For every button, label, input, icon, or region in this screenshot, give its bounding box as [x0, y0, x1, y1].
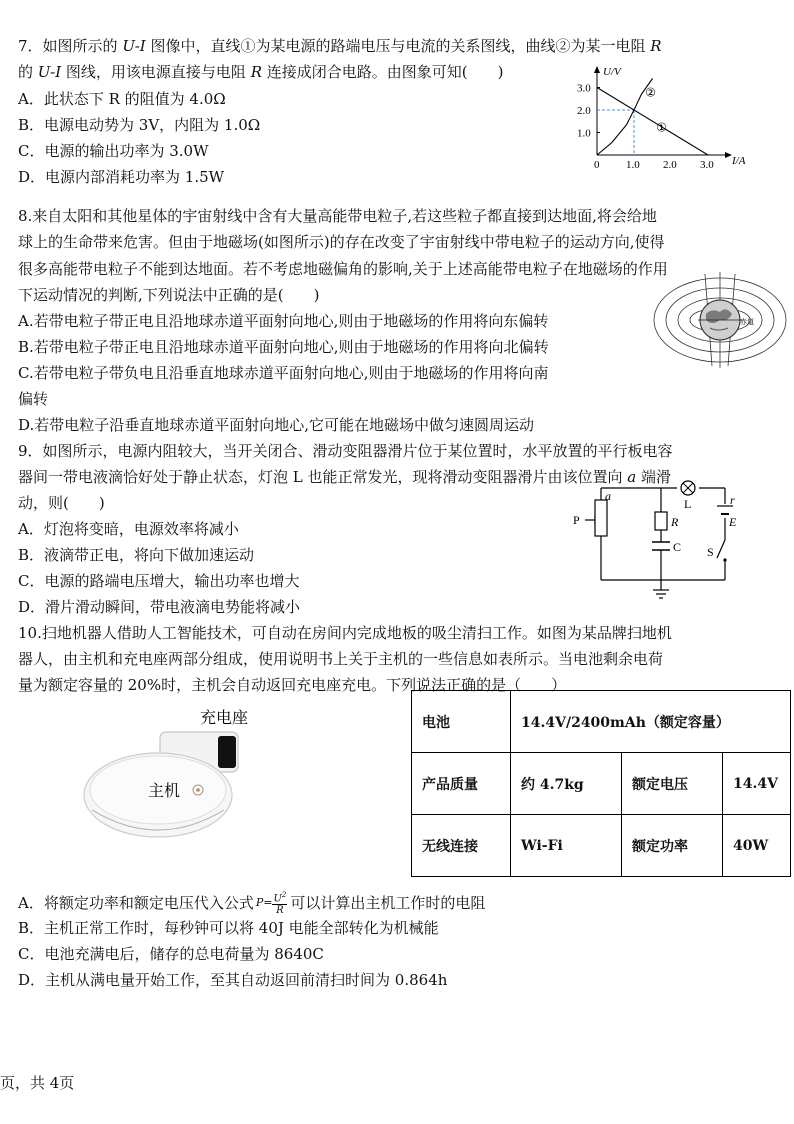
spec-cell-power-value: 40W: [723, 815, 791, 877]
q8-stem-line3: 很多高能带电粒子不能到达地面。若不考虑地磁偏角的影响,关于上述高能带电粒子在地磁场的作用: [18, 260, 668, 278]
power-formula-fraction: $\frac{U^2}{R}$: [273, 891, 287, 917]
spec-cell-mass-label: 产品质量: [412, 753, 511, 815]
q8-option-b: B.若带电粒子带正电且沿地球赤道平面射向地心,则由于地磁场的作用将向北偏转: [18, 338, 549, 356]
q9-stem-line1: 9．如图所示，电源内阻较大，当开关闭合、滑动变阻器滑片位于某位置时，水平放置的平行板电容: [18, 442, 673, 460]
spec-cell-power-label: 额定功率: [622, 815, 723, 877]
circuit-diagram: [565, 478, 765, 608]
spec-cell-battery-value: 14.4V/2400mAh（额定容量）: [511, 691, 791, 753]
y-axis-label: U/V: [603, 66, 621, 78]
spec-table: [411, 690, 791, 877]
q10-option-a: A．将额定功率和额定电压代入公式 P = $\frac{U^2}{R}$ 可以计算出主机工作时的电阻: [18, 891, 486, 917]
robot-vacuum-photo: [80, 700, 250, 845]
q9-stem-line2: 器间一带电液滴恰好处于静止状态，灯泡 L 也能正常发光，现将滑动变阻器滑片由该位置向 a 端滑: [18, 468, 672, 486]
host-label: 主机: [148, 781, 181, 800]
geomagnetic-field-figure: [650, 270, 790, 370]
spec-cell-voltage-label: 额定电压: [622, 753, 723, 815]
x-axis-arrow: [725, 152, 732, 158]
label-P: P: [573, 513, 580, 527]
x-tick-label: 3.0: [700, 159, 714, 171]
spec-cell-wireless-label: 无线连接: [412, 815, 511, 877]
y-tick-label: 1.0: [577, 127, 591, 140]
spec-cell-battery-label: 电池: [412, 691, 511, 753]
spec-cell-mass-value: 约 4.7kg: [511, 753, 622, 815]
q7-stem-line1: 7．如图所示的 U-I 图像中，直线①为某电源的路端电压与电流的关系图线，曲线②为某一电阻 R: [18, 37, 662, 55]
q9-option-b: B．液滴带正电，将向下做加速运动: [18, 546, 255, 564]
q7-option-d: D．电源内部消耗功率为 1.5W: [18, 168, 225, 186]
y-axis-arrow: [594, 66, 600, 73]
page-footer: 页，共 4页: [0, 1074, 75, 1092]
label-L: L: [684, 497, 692, 511]
label-R: R: [671, 515, 679, 529]
equator-label: 赤道: [740, 318, 754, 326]
rheostat-resistor: [595, 500, 607, 536]
label-C: C: [673, 540, 682, 554]
spec-cell-wireless-value: Wi-Fi: [511, 815, 622, 877]
ui-graph: [560, 58, 760, 178]
x-axis-label: I/A: [732, 155, 746, 167]
q8-stem-line4: 下运动情况的判断,下列说法中正确的是( ): [18, 286, 320, 304]
q7-option-c: C．电源的输出功率为 3.0W: [18, 142, 209, 160]
label-E: E: [729, 515, 737, 529]
x-tick-label: 2.0: [663, 159, 677, 171]
series-label-2: ②: [645, 85, 656, 100]
dock-label: 充电座: [200, 708, 249, 727]
q7-stem-line2: 的 U-I 图线，用该电源直接与电阻 R 连接成闭合电路。由图象可知( ): [18, 63, 504, 81]
q10-option-b: B．主机正常工作时，每秒钟可以将 40J 电能全部转化为机械能: [18, 919, 439, 937]
q9-option-d: D．滑片滑动瞬间，带电液滴电势能将减小: [18, 598, 301, 616]
x-tick-label: 1.0: [626, 159, 640, 171]
series-label-1: ①: [656, 120, 667, 135]
q10-stem-line1: 10.扫地机器人借助人工智能技术，可自动在房间内完成地板的吸尘清扫工作。如图为某品牌扫地机: [18, 624, 672, 642]
q9-option-a: A．灯泡将变暗，电源效率将减小: [18, 520, 239, 538]
q10-stem-line3: 量为额定容量的 20%时，主机会自动返回充电座充电。下列说法正确的是（ ）: [18, 676, 567, 694]
q8-stem-line2: 球上的生命带来危害。但由于地磁场(如图所示)的存在改变了宇宙射线中带电粒子的运动方向,使得: [18, 233, 665, 251]
q7-option-b: B．电源电动势为 3V，内阻为 1.0Ω: [18, 116, 261, 134]
label-r: r: [730, 493, 735, 507]
q10-stem-line2: 器人，由主机和充电座两部分组成，使用说明书上关于主机的一些信息如表所示。当电池剩余电荷: [18, 650, 664, 668]
q8-option-c-cont: 偏转: [18, 390, 49, 408]
y-tick-label: 3.0: [577, 82, 591, 95]
switch-blade: [717, 540, 725, 558]
q8-option-d: D.若带电粒子沿垂直地球赤道平面射向地心,它可能在地磁场中做匀速圆周运动: [18, 416, 535, 434]
x-tick-label: 0: [594, 159, 600, 171]
y-tick-label: 2.0: [577, 105, 591, 117]
label-a: a: [605, 489, 611, 503]
q7-option-a: A．此状态下 R 的阻值为 4.0Ω: [18, 90, 226, 108]
q8-option-a: A.若带电粒子带正电且沿地球赤道平面射向地心,则由于地磁场的作用将向东偏转: [18, 312, 549, 330]
spec-cell-voltage-value: 14.4V: [723, 753, 791, 815]
label-S: S: [707, 545, 714, 559]
q10-option-c: C．电池充满电后，储存的总电荷量为 8640C: [18, 945, 324, 963]
q9-option-c: C．电源的路端电压增大，输出功率也增大: [18, 572, 300, 590]
q8-stem-line1: 8.来自太阳和其他星体的宇宙射线中含有大量高能带电粒子,若这些粒子都直接到达地面,将会给地: [18, 207, 657, 225]
fixed-resistor: [655, 512, 667, 530]
q8-option-c: C.若带电粒子带负电且沿垂直地球赤道平面射向地心,则由于地磁场的作用将向南: [18, 364, 549, 382]
q9-stem-line3: 动，则( ): [18, 494, 105, 512]
q10-option-d: D．主机从满电量开始工作，至其自动返回前清扫时间为 0.864h: [18, 971, 448, 989]
